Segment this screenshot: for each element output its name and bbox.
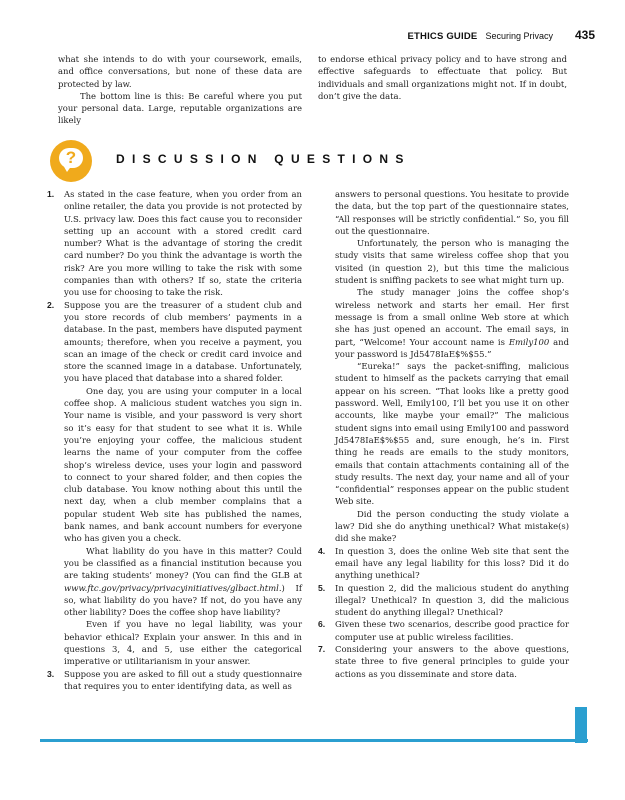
question-number: 3. — [47, 668, 55, 679]
question-paragraph: answers to personal questions. You hesitate to provide the data, but the top part of the questionnaire states, “All responses will be strictly confidential.” So, you fill out the questionnaire. — [335, 189, 569, 236]
question-text: Suppose you are the treasurer of a student club and you store records of club members’ payments in a database. In the past, members have disputed payment amounts; therefore, when you receive a payment, you scan an image of the check or credit card invoice and store the scanned image in a database. Unfortunately, you have placed that database into a shared folder. — [64, 299, 302, 384]
question-text-segment: .) If so, what liability do you have? If not, do you have any other liability? Does the coffee shop have liability? — [64, 582, 302, 618]
intro-paragraph: what she intends to do with your coursework, emails, and office conversations, but none of these data are protected by law. — [58, 54, 302, 89]
question-number: 1. — [47, 189, 55, 199]
question-number: 4. — [318, 545, 326, 556]
page-number: 435 — [574, 28, 595, 42]
question-paragraph — [47, 545, 302, 619]
question-number: 7. — [318, 643, 326, 654]
question-text: Considering your answers to the above questions, state three to five general principles to guide your actions as you disseminate and store data. — [335, 643, 569, 679]
question-paragraph: “Eureka!” says the packet-sniffing, malicious student to himself as the packets carrying that email appear on his screen. “That looks like a pretty good password. Well, Emily100, I’ll bet you use it on other accounts, like maybe your email?” The malicious student signs into email using Emily100 and password Jd5478IaE$%$55 and, sure enough, he’s in. First thing he reads are emails to the study monitors, emails that contain attachments containing all of the study results. The next day, your name and all of your “confidential” responses appear on the public student Web site. — [335, 361, 569, 507]
question-text-segment: and your password is Jd5478IaE$%$55.” — [335, 336, 569, 359]
question-paragraph: Unfortunately, the person who is managing the study visits that same wireless coffee shop that you visited (in question 2), but this time the malicious student is sniffing packets to see what might turn up. — [335, 238, 569, 286]
question-text: Given these two scenarios, describe good practice for computer use at public wireless facilities. — [335, 619, 569, 642]
question-text: In question 2, did the malicious student do anything illegal? Unethical? In question 3, did the malicious student do anything illegal? Unethical? — [335, 582, 569, 618]
question-number: 2. — [47, 299, 55, 310]
question-text-segment: What liability do you have in this matter? Could you be classified as a financial institution because you are taking students’ money? (You can find the GLB at — [64, 545, 302, 581]
question-item — [47, 299, 302, 385]
intro-paragraph: The bottom line is this: Be careful where you put your personal data. Large, reputable organizations are likely — [58, 90, 302, 126]
intro-paragraph: to endorse ethical privacy policy and to have strong and effective safeguards to effectuate that policy. But individuals and small organizations might not. If in doubt, don’t give the data. — [318, 54, 567, 101]
question-item — [318, 545, 569, 582]
question-number: 6. — [318, 619, 326, 630]
question-item — [318, 618, 569, 643]
question-item — [47, 668, 302, 693]
question-paragraph: Even if you have no legal liability, was your behavior ethical? Explain your answer. In this and in questions 3, 4, and 5, use either the categorical imperative or utilitarianism in your answer. — [64, 619, 302, 667]
questions-right-column — [318, 188, 569, 680]
intro-right-column — [318, 53, 567, 102]
header-topic: Securing Privacy — [485, 31, 553, 41]
question-text-segment: The study manager joins the coffee shop’s wireless network and starts her email. Her first message is from a small online Web store at which she has just opened an account. The email says, in part, “Welcome! Your account name is — [335, 287, 569, 347]
glb-url: www.ftc.gov/privacy/privacyinitiatives/glbact.html — [64, 582, 279, 593]
speech-bubble-tail — [63, 165, 72, 172]
question-mark-icon — [50, 140, 92, 182]
question-item — [318, 582, 569, 619]
account-name: Emily100 — [508, 336, 550, 347]
question-item — [318, 643, 569, 680]
question-number: 5. — [318, 582, 326, 593]
question-text: As stated in the case feature, when you order from an online retailer, the data you provide is not protected by U.S. privacy law. Does this fact cause you to reconsider setting up an account with a stored credit card number? What is the advantage of storing the credit card number? Do you think the advantage is worth the risk? Are you more willing to take the risk with some companies than with others? If so, state the criteria you use for choosing to take the risk. — [64, 189, 302, 298]
bottom-divider — [40, 739, 588, 742]
question-item — [47, 188, 302, 299]
question-paragraph: Did the person conducting the study violate a law? Did she do anything unethical? What mistake(s) did she make? — [335, 508, 569, 544]
questions-left-column — [47, 188, 302, 692]
header-guide-label: ETHICS GUIDE — [407, 31, 478, 42]
discussion-questions-heading — [50, 140, 590, 182]
intro-left-column — [58, 53, 302, 127]
running-header — [407, 28, 595, 44]
question-text: Suppose you are asked to fill out a study questionnaire that requires you to enter identifying data, as well as — [64, 668, 302, 691]
page-edge-tab — [575, 707, 587, 743]
question-paragraph — [318, 286, 569, 360]
question-paragraph: One day, you are using your computer in a local coffee shop. A malicious student watches you sign in. Your name is visible, and your password is very short so it’s easy for that student to see what it is. While you’re enjoying your coffee, the malicious student learns the name of your computer from the coffee shop’s wireless device, uses your login and password to connect to your shared folder, and then copies the club database. You know nothing about this until the next day, when a club member complains that a popular student Web site has published the names, bank names, and bank account numbers for everyone who has given you a check. — [64, 385, 302, 544]
section-title: DISCUSSION QUESTIONS — [116, 152, 411, 166]
speech-bubble-icon: ? — [59, 148, 83, 168]
question-text: In question 3, does the online Web site that sent the email have any legal liability for this loss? Did it do anything unethical? — [335, 545, 569, 581]
